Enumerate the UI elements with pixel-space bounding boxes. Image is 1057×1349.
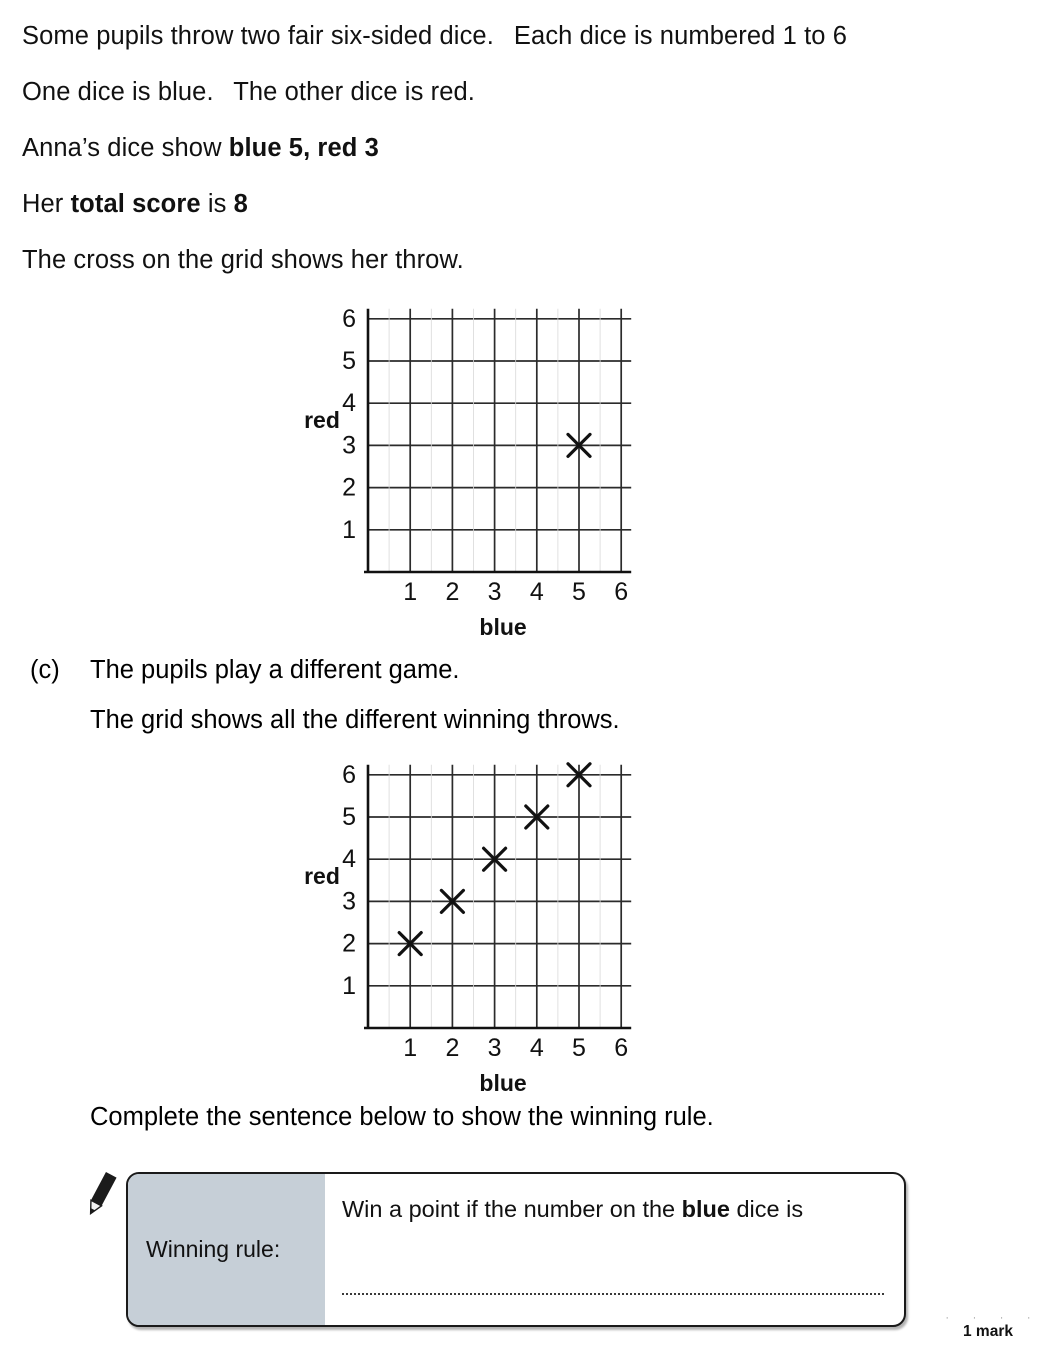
y-tick-label: 3 — [342, 887, 356, 916]
y-tick-label: 5 — [342, 803, 356, 831]
winning-rule-body[interactable] — [325, 1174, 904, 1325]
x-tick-label: 2 — [445, 578, 460, 606]
x-tick-label: 6 — [614, 1034, 629, 1062]
part-c-label: (c) — [30, 656, 60, 684]
winning-rule-answer-box[interactable] — [126, 1172, 906, 1327]
x-tick-label: 2 — [445, 1034, 460, 1062]
winning-rule-label-panel — [128, 1174, 325, 1325]
score-prefix: Her — [22, 190, 71, 218]
y-tick-label: 4 — [342, 389, 356, 418]
total-score-label: total score — [70, 190, 201, 218]
question-stem — [22, 8, 1042, 288]
x-tick-label: 4 — [529, 578, 544, 606]
y-tick-label: 3 — [342, 431, 356, 460]
prompt-blue: blue — [681, 1196, 730, 1222]
score-mid: is — [200, 190, 234, 218]
stem-line-2: One dice is blue. The other dice is red. — [22, 78, 475, 106]
y-tick-label: 1 — [342, 515, 356, 544]
prompt-before: Win a point if the number on the — [342, 1196, 682, 1222]
part-c-block — [30, 645, 1030, 745]
y-tick-label: 2 — [342, 929, 356, 958]
part-c-line-1 — [30, 645, 1030, 695]
x-tick-label: 4 — [529, 1034, 544, 1062]
anna-dice-values: blue 5, red 3 — [228, 134, 379, 162]
prompt-after: dice is — [729, 1196, 804, 1222]
x-axis-label: blue — [479, 614, 527, 637]
y-axis-label: red — [304, 407, 340, 434]
x-axis-label: blue — [479, 1070, 527, 1093]
stem-line-score — [22, 176, 1042, 232]
stem-line-anna — [22, 120, 1042, 176]
x-tick-label: 3 — [487, 1034, 502, 1062]
y-axis-label: red — [304, 863, 340, 890]
pencil-icon — [76, 1168, 124, 1224]
x-tick-label: 1 — [403, 1034, 418, 1062]
y-tick-label: 4 — [342, 845, 356, 874]
anna-prefix: Anna’s dice show — [22, 134, 229, 162]
x-tick-label: 3 — [487, 578, 502, 606]
chart-winning-throws — [268, 748, 668, 1093]
y-tick-label: 6 — [342, 760, 356, 789]
winning-rule-label: Winning rule: — [146, 1236, 281, 1262]
mark-label: 1 mark — [963, 1323, 1013, 1340]
total-score-value: 8 — [233, 190, 248, 218]
part-c-text-1: The pupils play a different game. — [90, 656, 460, 684]
stem-line-1: Some pupils throw two fair six-sided dice. Each dice is numbered 1 to 6 — [22, 22, 848, 50]
part-c-text-2: The grid shows all the different winning throws. — [90, 706, 620, 734]
mark-allocation — [933, 1313, 1043, 1341]
x-tick-label: 5 — [572, 1034, 586, 1062]
x-tick-label: 1 — [403, 578, 418, 606]
y-tick-label: 5 — [342, 347, 356, 375]
stem-line-cross: The cross on the grid shows her throw. — [22, 246, 464, 274]
y-tick-label: 2 — [342, 473, 356, 502]
mark-dots: · · · · — [945, 1312, 1040, 1324]
winning-rule-prompt — [342, 1196, 904, 1223]
answer-write-in-line[interactable] — [342, 1293, 884, 1295]
complete-sentence-instruction: Complete the sentence below to show the winning rule. — [90, 1103, 714, 1131]
chart-annas-throw — [268, 292, 668, 637]
x-tick-label: 5 — [572, 578, 586, 606]
x-tick-label: 6 — [614, 578, 629, 606]
y-tick-label: 6 — [342, 304, 356, 333]
y-tick-label: 1 — [342, 971, 356, 1000]
